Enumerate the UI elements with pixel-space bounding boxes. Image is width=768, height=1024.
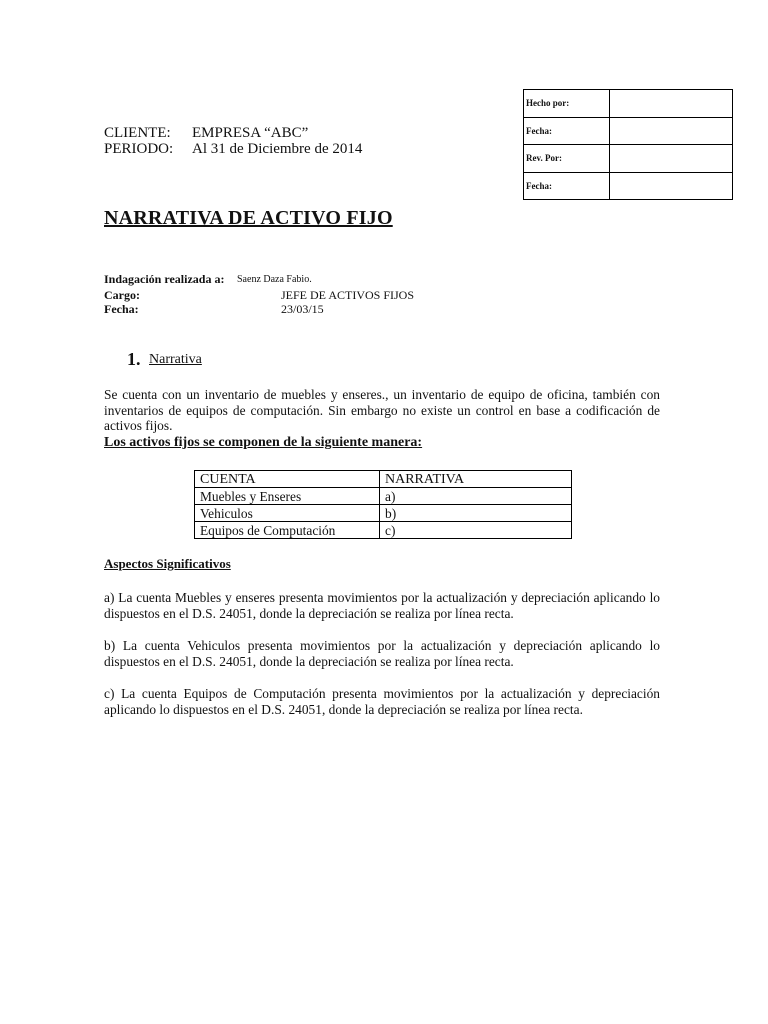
period-label: PERIODO:	[104, 141, 174, 157]
table-cell: a)	[380, 488, 572, 505]
sign-value-date	[610, 117, 733, 145]
date-label: Fecha:	[104, 302, 139, 316]
inquiry-label: Indagación realizada a:	[104, 272, 225, 286]
table-row	[524, 145, 733, 173]
inquiry-value: Saenz Daza Fabio.	[237, 274, 312, 285]
aspects-heading: Aspectos Significativos	[104, 556, 231, 571]
column-header-narrative: NARRATIVA	[380, 471, 572, 488]
table-cell: Vehiculos	[195, 505, 380, 522]
sign-value-made-by	[610, 90, 733, 118]
aspect-paragraph-a: a) La cuenta Muebles y enseres presenta movimientos por la actualización y depreciación aplicando lo dispuestos en el D.S. 24051, donde la depreciación se realiza por línea recta.	[104, 590, 660, 621]
document-title: NARRATIVA DE ACTIVO FIJO	[104, 207, 393, 229]
client-value: EMPRESA “ABC”	[192, 125, 309, 141]
table-cell: Muebles y Enseres	[195, 488, 380, 505]
date-value: 23/03/15	[281, 302, 324, 316]
sign-label-made-by: Hecho por:	[524, 90, 610, 118]
sign-label-review-date: Fecha:	[524, 172, 610, 200]
aspect-paragraph-c: c) La cuenta Equipos de Computación presenta movimientos por la actualización y depreciación aplicando lo dispuestos en el D.S. 24051, donde la depreciación se realiza por línea recta.	[104, 686, 660, 717]
composition-heading: Los activos fijos se componen de la siguiente manera:	[104, 435, 423, 450]
table-row	[524, 172, 733, 200]
table-cell: Equipos de Computación	[195, 522, 380, 539]
sign-value-reviewed-by	[610, 145, 733, 173]
table-cell: c)	[380, 522, 572, 539]
sign-label-reviewed-by: Rev. Por:	[524, 145, 610, 173]
client-label: CLIENTE:	[104, 125, 171, 141]
table-row	[195, 522, 572, 539]
position-label: Cargo:	[104, 288, 140, 302]
table-row	[524, 117, 733, 145]
table-row	[524, 90, 733, 118]
aspect-paragraph-b: b) La cuenta Vehiculos presenta movimientos por la actualización y depreciación aplicando lo dispuestos en el D.S. 24051, donde la depreciación se realiza por línea recta.	[104, 638, 660, 669]
sign-value-review-date	[610, 172, 733, 200]
sign-label-date: Fecha:	[524, 117, 610, 145]
period-value: Al 31 de Diciembre de 2014	[192, 141, 363, 157]
table-header-row	[195, 471, 572, 488]
signature-box	[523, 89, 733, 200]
column-header-account: CUENTA	[195, 471, 380, 488]
intro-paragraph: Se cuenta con un inventario de muebles y enseres., un inventario de equipo de oficina, también con inventarios de equipos de computación. Sin embargo no existe un control en base a codificación de activos fijos.	[104, 387, 660, 433]
section-title: Narrativa	[149, 352, 202, 367]
table-row	[195, 488, 572, 505]
accounts-table	[194, 470, 572, 539]
table-row	[195, 505, 572, 522]
position-value: JEFE DE ACTIVOS FIJOS	[281, 288, 415, 302]
section-number: 1.	[127, 349, 141, 369]
table-cell: b)	[380, 505, 572, 522]
